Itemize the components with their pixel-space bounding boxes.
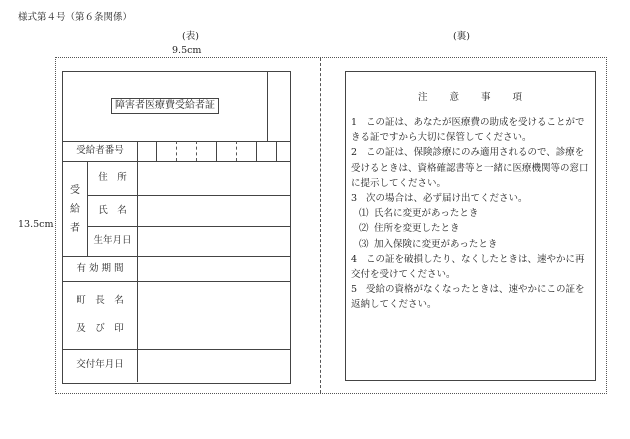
row-line (63, 161, 290, 162)
digit-divider (236, 141, 237, 161)
note-number: 4 (351, 253, 358, 265)
notes-title: 注 意 事 項 (417, 92, 523, 103)
address-label: 住 所 (98, 172, 127, 183)
note-text: 次の場合は、必ず届け出てください。 (366, 193, 528, 205)
sub-note-text: 住所を変更したとき (374, 223, 460, 235)
note-number: 5 (351, 284, 358, 296)
back-label: (裏) (453, 31, 470, 42)
title-area (63, 72, 267, 140)
sub-note-text: 加入保険に変更があったとき (374, 238, 498, 250)
digit-divider (156, 141, 157, 161)
recipient-group-label: 受 給 者 (70, 185, 80, 234)
note-item (351, 282, 591, 312)
column-divider (137, 141, 138, 382)
digit-divider (256, 141, 257, 161)
title-divider (267, 72, 268, 141)
digit-divider (196, 141, 197, 161)
note-text: 返納してください。 (351, 299, 437, 311)
digit-divider (216, 141, 217, 161)
front-label: (表) (182, 31, 199, 42)
birthdate-label: 生年月日 (93, 235, 132, 246)
sub-note-text: 氏名に変更があったとき (374, 208, 479, 220)
note-item (351, 115, 591, 145)
notes-list (351, 115, 591, 313)
height-dimension: 13.5cm (18, 219, 54, 230)
note-text: に提示してください。 (351, 177, 447, 189)
row-line (87, 226, 290, 227)
note-text: 交付を受けてください。 (351, 269, 456, 281)
note-text: この証は、あなたが医療費の助成を受けることがで (366, 117, 585, 128)
note-text: きる証ですから大切に保管してください。 (351, 132, 532, 144)
note-item (351, 252, 591, 282)
note-number: 1 (351, 117, 358, 128)
sub-note-number: ⑶ (359, 238, 369, 250)
row-line (87, 195, 290, 196)
mayor-name-label: 町 長 名 (76, 295, 124, 306)
note-item (351, 191, 591, 252)
fold-line (320, 58, 321, 393)
card-title: 障害者医療費受給者証 (111, 98, 219, 114)
mayor-seal-label: 及 び 印 (76, 323, 124, 334)
note-text: この証は、保険診療にのみ適用されるので、診療を (366, 147, 585, 159)
note-text: この証を破損したり、なくしたときは、速やかに再 (366, 253, 585, 265)
row-line (63, 256, 290, 257)
sub-note-number: ⑵ (359, 223, 369, 235)
row-line (63, 281, 290, 282)
digit-divider (276, 141, 277, 161)
note-number: 3 (351, 193, 358, 205)
width-dimension: 9.5cm (172, 45, 202, 56)
row-line (63, 349, 290, 350)
note-item (351, 145, 591, 191)
note-text: 受給の資格がなくなったときは、速やかにこの証を (366, 284, 585, 296)
validity-period-label: 有 効 期 間 (76, 263, 124, 274)
name-label: 氏 名 (98, 205, 127, 216)
form-label: 様式第４号（第６条関係） (18, 12, 133, 23)
digit-divider (176, 141, 177, 161)
issue-date-label: 交付年月日 (76, 359, 124, 370)
recipient-number-label: 受給者番号 (76, 145, 124, 156)
note-text: 受けるときは、資格確認書等と一緒に医療機関等の窓口 (351, 162, 589, 174)
note-number: 2 (351, 147, 358, 159)
sub-note-number: ⑴ (359, 208, 369, 220)
